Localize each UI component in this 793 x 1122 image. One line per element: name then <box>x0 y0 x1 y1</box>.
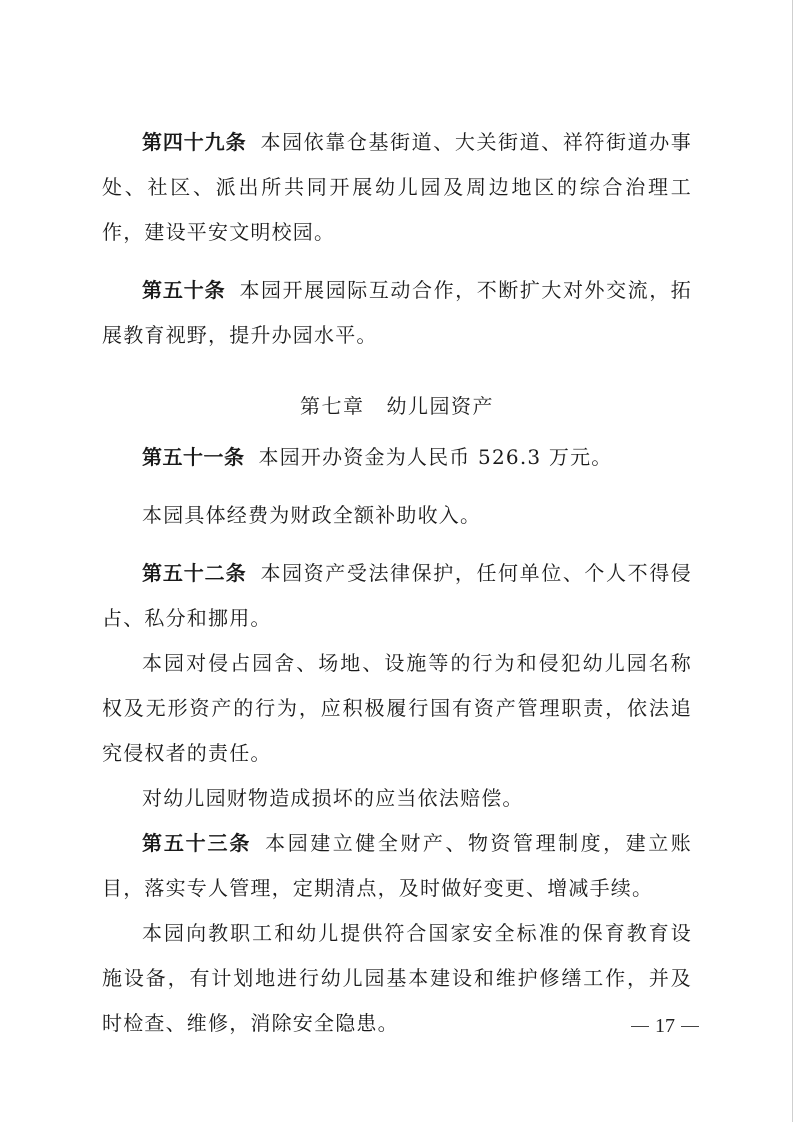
article-number: 第五十三条 <box>142 831 252 855</box>
chapter-number: 第七章 <box>300 394 365 418</box>
page-body <box>102 120 692 1046</box>
footer-dash-left <box>631 1026 649 1027</box>
article-number: 第五十二条 <box>142 561 247 585</box>
article-52-paragraph-2: 对幼儿园财物造成损坏的应当依法赔偿。 <box>142 786 524 810</box>
article-text: 本园开展园际互动合作，不断扩大对外交流，拓展教育视野，提升办园水平。 <box>102 278 692 347</box>
article-51 <box>102 435 692 480</box>
article-number: 第五十一条 <box>142 445 245 469</box>
article-text: 本园资产受法律保护，任何单位、个人不得侵占、私分和挪用。 <box>102 561 693 630</box>
article-49 <box>102 120 692 255</box>
article-text: 本园依靠仓基街道、大关街道、祥符街道办事处、社区、派出所共同开展幼儿园及周边地区的综合治理工作，建设平安文明校园。 <box>102 130 693 244</box>
article-53-paragraph: 本园向教职工和幼儿提供符合国家安全标准的保育教育设施设备，有计划地进行幼儿园基本建设和维护修缮工作，并及时检查、维修，消除安全隐患。 <box>102 921 692 1035</box>
page-number: 17 <box>655 1014 675 1037</box>
article-number: 第五十条 <box>142 278 226 302</box>
footer-dash-right <box>681 1026 699 1027</box>
article-text: 本园开办资金为人民币 526.3 万元。 <box>258 445 613 469</box>
article-52 <box>102 551 692 641</box>
page-footer <box>620 1012 710 1040</box>
article-text: 本园建立健全财产、物资管理制度，建立账目，落实专人管理，定期清点，及时做好变更、增减手续。 <box>102 831 692 900</box>
chapter-heading <box>102 384 692 429</box>
article-53 <box>102 821 692 911</box>
article-52-paragraph-1: 本园对侵占园舍、场地、设施等的行为和侵犯幼儿园名称权及无形资产的行为，应积极履行国有资产管理职责，依法追究侵权者的责任。 <box>102 651 692 765</box>
article-50 <box>102 268 692 358</box>
article-number: 第四十九条 <box>142 130 247 154</box>
article-51-paragraph: 本园具体经费为财政全额补助收入。 <box>142 503 482 527</box>
chapter-title: 幼儿园资产 <box>386 394 494 418</box>
